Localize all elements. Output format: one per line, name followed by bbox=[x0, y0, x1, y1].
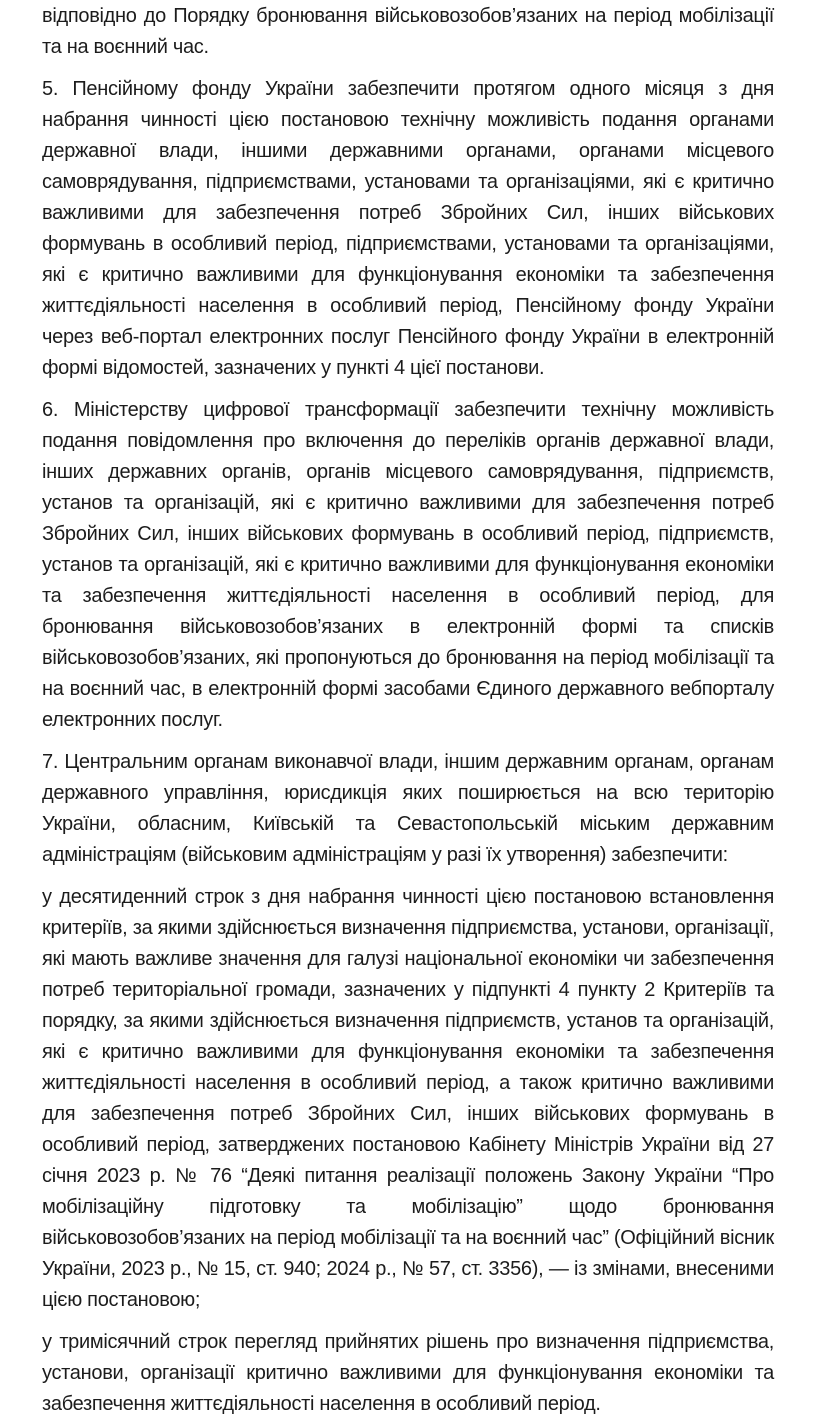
paragraph-item-7-subclause-1: у десятиденний строк з дня набрання чинності цією постановою встановлення критеріїв, за якими здійснюється визначення підприємства, установи, організації, які мають важливе значення для галузі національної економіки чи забезпечення потреб територіальної громади, зазначених у підпункті 4 пункту 2 Критеріїв та порядку, за якими здійснюється визначення підприємств, установ та організацій, які є критично важливими для функціонування економіки та забезпечення життєдіяльності населення в особливий період, а також критично важливими для забезпечення потреб Збройних Сил, інших військових формувань в особливий період, затверджених постановою Кабінету Міністрів України від 27 січня 2023 р. № 76 “Деякі питання реалізації положень Закону України “Про мобілізаційну підготовку та мобілізацію” щодо бронювання військовозобов’язаних на період мобілізації та на воєнний час” (Офіційний вісник України, 2023 р., № 15, ст. 940; 2024 р., № 57, ст. 3356), — із змінами, внесеними цією постановою; bbox=[42, 886, 774, 1311]
paragraph-item-6: 6. Міністерству цифрової трансформації забезпечити технічну можливість подання повідомлення про включення до переліків органів державної влади, інших державних органів, органів місцевого самоврядування, підприємств, установ та організацій, які є критично важливими для забезпечення потреб Збройних Сил, інших військових формувань в особливий період, підприємств, установ та організацій, які є критично важливими для функціонування економіки та забезпечення життєдіяльності населення в особливий період, для бронювання військовозобов’язаних в електронній формі та списків військовозобов’язаних, які пропонуються до бронювання на період мобілізації та на воєнний час, в електронній формі засобами Єдиного державного вебпорталу електронних послуг. bbox=[42, 399, 774, 731]
paragraph-item-7-subclause-2: у тримісячний строк перегляд прийнятих рішень про визначення підприємства, установи, організації критично важливими для функціонування економіки та забезпечення життєдіяльності населення в особливий період. bbox=[42, 1331, 774, 1415]
paragraph-item-7: 7. Центральним органам виконавчої влади, іншим державним органам, органам державного управління, юрисдикція яких поширюється на всю територію України, обласним, Київській та Севастопольській міським державним адміністраціям (військовим адміністраціям у разі їх утворення) забезпечити: bbox=[42, 751, 774, 866]
paragraph-item-5: 5. Пенсійному фонду України забезпечити протягом одного місяця з дня набрання чинності цією постановою технічну можливість подання органами державної влади, іншими державними органами, органами місцевого самоврядування, підприємствами, установами та організаціями, які є критично важливими для забезпечення потреб Збройних Сил, інших військових формувань в особливий період, підприємствами, установами та організаціями, які є критично важливими для функціонування економіки та забезпечення життєдіяльності населення в особливий період, Пенсійному фонду України через веб-портал електронних послуг Пенсійного фонду України в електронній формі відомостей, зазначених у пункті 4 цієї постанови. bbox=[42, 78, 774, 379]
paragraph-continuation: відповідно до Порядку бронювання військовозобов’язаних на період мобілізації та на воєнний час. bbox=[42, 5, 774, 58]
